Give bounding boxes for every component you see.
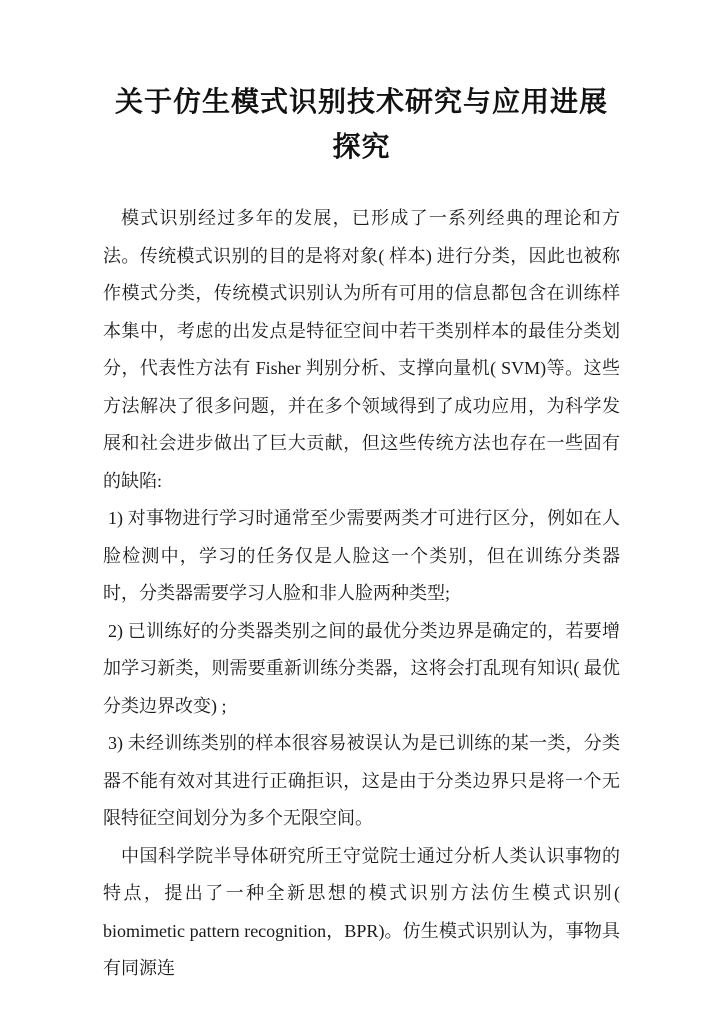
paragraph-list-item-2: 2) 已训练好的分类器类别之间的最优分类边界是确定的，若要增加学习新类，则需要重新训练分类器，这将会打乱现有知识( 最优分类边界改变) ; [103,620,620,716]
document-title: 关于仿生模式识别技术研究与应用进展探究 [114,87,608,163]
paragraph-list-item-3: 3) 未经训练类别的样本很容易被误认为是已训练的某一类，分类器不能有效对其进行正确拒识，这是由于分类边界只是将一个无限特征空间划分为多个无限空间。 [103,733,620,828]
document-body [103,200,620,988]
paragraph-intro: 模式识别经过多年的发展，已形成了一系列经典的理论和方法。传统模式识别的目的是将对象( 样本) 进行分类，因此也被称作模式分类，传统模式识别认为所有可用的信息都包含在训练样本集中，考虑的出发点是特征空间中若干类别样本的最佳分类划分，代表性方法有 Fisher 判别分析、支撑向量机( SVM)等。这些方法解决了很多问题，并在多个领域得到了成功应用，为科学发展和社会进步做出了巨大贡献，但这些传统方法也存在一些固有的缺陷: [103,208,620,491]
paragraph-list-item-1: 1) 对事物进行学习时通常至少需要两类才可进行区分，例如在人脸检测中，学习的任务仅是人脸这一个类别，但在训练分类器时，分类器需要学习人脸和非人脸两种类型; [103,508,620,603]
paragraph-bpr-intro: 中国科学院半导体研究所王守觉院士通过分析人类认识事物的特点，提出了一种全新思想的模式识别方法仿生模式识别( biomimetic pattern recognition，BPR)。仿生模式识别认为，事物具有同源连 [103,845,620,978]
document-content [103,0,620,988]
